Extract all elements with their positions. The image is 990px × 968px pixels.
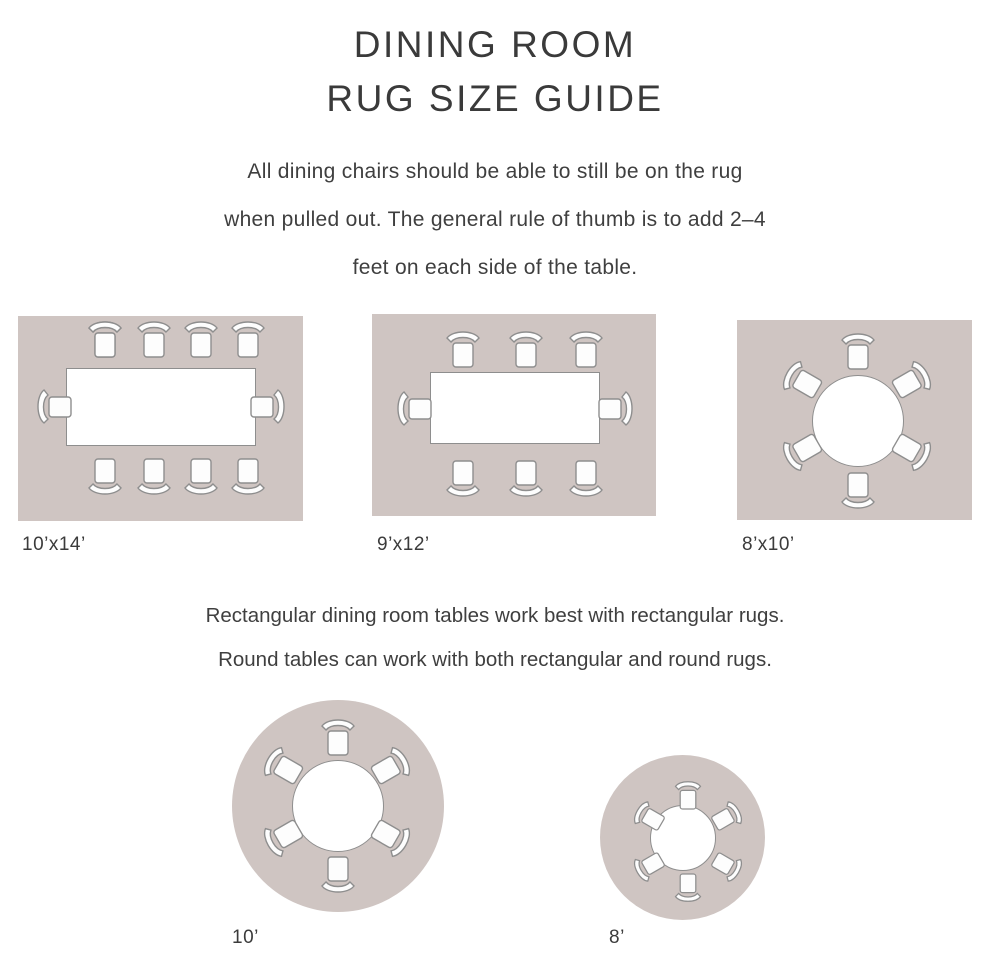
caption-rect-large: 10’x14’ <box>22 534 86 555</box>
intro-paragraph <box>0 148 990 292</box>
chair-bottom-3 <box>178 454 224 500</box>
middle-note <box>0 594 990 682</box>
chair-top-1 <box>440 326 486 372</box>
caption-round-in-rect: 8’x10’ <box>742 534 795 555</box>
page-title-line-1: DINING ROOM <box>353 24 637 65</box>
page-title-line-2: RUG SIZE GUIDE <box>326 78 664 119</box>
page-title <box>0 0 990 126</box>
diagram-rect-medium <box>372 314 656 516</box>
chair-n <box>315 714 361 760</box>
chair-n <box>835 328 881 374</box>
chair-bottom-2 <box>131 454 177 500</box>
caption-rect-medium: 9’x12’ <box>377 534 430 555</box>
intro-line-1: All dining chairs should be able to still be on the rug <box>247 160 743 183</box>
diagram-round-small <box>600 755 765 920</box>
chair-bottom-4 <box>225 454 271 500</box>
chair-top-3 <box>178 316 224 362</box>
chair-left <box>392 386 432 432</box>
chair-right <box>250 384 290 430</box>
chair-s <box>315 852 361 898</box>
chair-bottom-1 <box>82 454 128 500</box>
caption-round-small: 8’ <box>609 927 625 948</box>
table-rect-medium <box>430 372 600 444</box>
chair-right <box>598 386 638 432</box>
diagram-rect-large <box>18 316 303 521</box>
middle-note-line-1: Rectangular dining room tables work best with rectangular rugs. <box>205 604 785 627</box>
chair-bottom-3 <box>563 456 609 502</box>
caption-round-large: 10’ <box>232 927 259 948</box>
chair-top-2 <box>131 316 177 362</box>
intro-line-2: when pulled out. The general rule of thumb is to add 2–4 <box>224 208 766 231</box>
middle-note-line-2: Round tables can work with both rectangular and round rugs. <box>218 648 772 671</box>
diagram-round-in-rect <box>737 320 972 520</box>
chair-top-4 <box>225 316 271 362</box>
chair-bottom-1 <box>440 456 486 502</box>
chair-top-2 <box>503 326 549 372</box>
chair-bottom-2 <box>503 456 549 502</box>
intro-line-3: feet on each side of the table. <box>352 256 638 279</box>
chair-top-1b <box>82 316 128 362</box>
table-rect-large <box>66 368 256 446</box>
chair-left <box>32 384 72 430</box>
diagram-round-large <box>232 700 444 912</box>
chair-top-3 <box>563 326 609 372</box>
chair-s <box>670 870 706 906</box>
chair-n <box>670 777 706 813</box>
chair-s <box>835 468 881 514</box>
